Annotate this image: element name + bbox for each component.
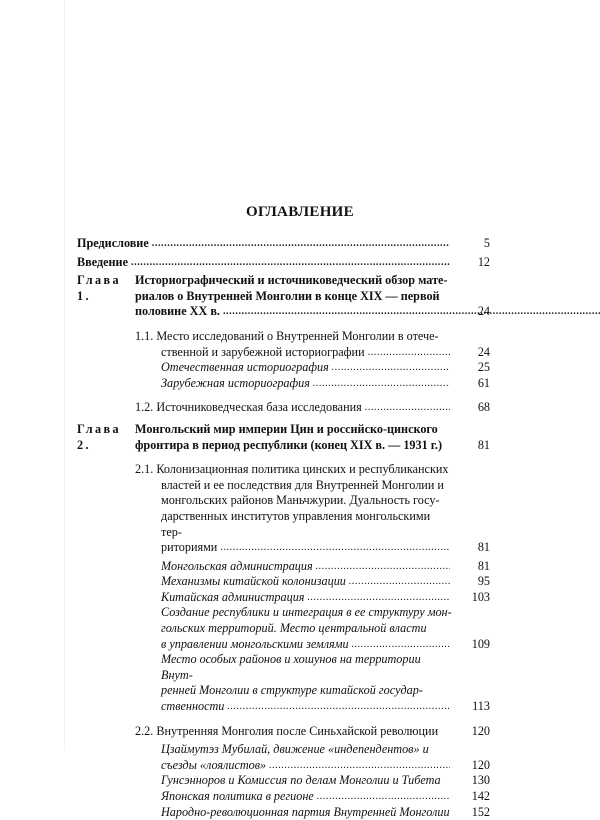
leader-dots: [223, 304, 600, 320]
section-title-line: дарственных институтов управления монгольскими тер-: [161, 508, 431, 539]
leader-dots: [131, 255, 450, 271]
toc-page-number: 25: [477, 360, 490, 375]
toc-entry-label: Зарубежная историография: [161, 375, 310, 390]
toc-item-gunsennorov[interactable]: [161, 773, 490, 789]
section-title-line: 1.2. Источниковедческая база исследования: [135, 400, 362, 415]
toc-item-foreign-historiography[interactable]: [161, 376, 490, 392]
section-title-line: ственной и зарубежной историографии: [161, 344, 365, 359]
toc-section-2-2[interactable]: [135, 724, 490, 740]
toc-section-1-2[interactable]: [135, 400, 490, 416]
toc-entry-label: ренней Монголии в структуре китайской государ-: [161, 683, 423, 698]
toc-page-number: 81: [477, 437, 490, 452]
page-title: ОГЛАВЛЕНИЕ: [246, 204, 354, 220]
toc-page-number: 142: [471, 789, 490, 803]
toc-page-number: 24: [477, 344, 490, 359]
toc-page-number: 120: [471, 723, 490, 738]
toc-item-special-districts[interactable]: [161, 652, 490, 714]
toc-chapter-1[interactable]: [77, 273, 490, 320]
toc-entry-label: ственности: [161, 699, 225, 714]
toc-page-number: 68: [477, 400, 490, 415]
chapter-title-line: половине XX в.: [135, 304, 220, 319]
toc-page-number: 109: [471, 636, 490, 651]
leader-dots: [349, 574, 450, 590]
toc-chapter-2[interactable]: [77, 422, 490, 453]
toc-page-number: 24: [477, 304, 490, 319]
toc-entry-label: съезды «лоялистов»: [161, 757, 267, 772]
toc-item-chinese-administration[interactable]: [161, 590, 490, 606]
toc-page-number: 152: [471, 804, 490, 819]
leader-dots: [220, 540, 450, 556]
leader-dots: [227, 699, 450, 715]
section-title-line: властей и ее последствия для Внутренней Монголии и: [161, 477, 444, 492]
table-of-contents: [77, 236, 490, 820]
toc-entry-label: гольских территорий. Место центральной власти: [161, 621, 427, 636]
toc-entry-label: в управлении монгольскими землями: [161, 636, 349, 651]
toc-entry-label: Отечественная историография: [161, 360, 329, 375]
chapter-label: Глава 2.: [77, 421, 121, 452]
section-title-line: 1.1. Место исследований о Внутренней Монголии в отече-: [135, 328, 439, 343]
chapter-title-line: фронтира в период республики (конец XIX в. — 1931 г.): [135, 437, 443, 452]
toc-item-peoples-party[interactable]: [161, 805, 490, 820]
leader-dots: [317, 789, 450, 805]
leader-dots: [307, 590, 450, 606]
section-title-line: 2.2. Внутренняя Монголия после Синьхайской революции: [135, 723, 439, 738]
leader-dots: [332, 360, 450, 376]
toc-page-number: 120: [471, 757, 490, 772]
toc-item-colonization-mechanisms[interactable]: [161, 574, 490, 590]
leader-dots: [365, 400, 450, 416]
toc-entry-label: Создание республики и интеграция в ее структуру мон-: [161, 605, 452, 620]
toc-entry-preface[interactable]: [77, 236, 490, 252]
toc-entry-label: Народно-революционная партия Внутренней Монголии: [161, 804, 450, 819]
toc-entry-label: Механизмы китайской колонизации: [161, 574, 346, 589]
toc-item-japanese-policy[interactable]: [161, 789, 490, 805]
section-title-line: монгольских районов Маньчжурии. Дуальность госу-: [161, 493, 440, 508]
toc-entry-label: Монгольская администрация: [161, 558, 313, 573]
toc-item-domestic-historiography[interactable]: [161, 360, 490, 376]
chapter-title-line: Историографический и источниковедческий обзор мате-: [135, 273, 448, 288]
toc-page-number: 12: [477, 254, 490, 269]
chapter-title-line: Монгольский мир империи Цин и российско-цинского: [135, 421, 438, 436]
leader-dots: [316, 559, 450, 575]
toc-page-number: 81: [477, 540, 490, 555]
leader-dots: [152, 236, 450, 252]
toc-entry-intro[interactable]: [77, 255, 490, 271]
toc-entry-label: Цзаймутэз Мубилай, движение «индепендентов» и: [161, 742, 429, 757]
leader-dots: [313, 376, 450, 392]
toc-section-1-1[interactable]: [135, 329, 490, 360]
toc-entry-label: Гунсэнноров и Комиссия по делам Монголии и Тибета: [161, 773, 441, 788]
page-edge-shadow: [64, 0, 65, 750]
chapter-title-line: риалов о Внутренней Монголии в конце XIX — первой: [135, 288, 440, 303]
toc-page-number: 5: [483, 236, 490, 250]
toc-item-republic-creation[interactable]: [161, 605, 490, 652]
section-title-line: риториями: [161, 540, 218, 555]
toc-entry-label: Введение: [77, 254, 128, 269]
toc-page-number: 130: [471, 773, 490, 788]
toc-page-number: 103: [471, 589, 490, 604]
toc-section-2-1[interactable]: [135, 462, 490, 556]
toc-entry-label: Предисловие: [77, 236, 149, 250]
leader-dots: [269, 758, 450, 774]
toc-page-number: 95: [477, 574, 490, 589]
toc-page-number: 81: [477, 558, 490, 573]
section-title-line: 2.1. Колонизационная политика цинских и республиканских: [135, 462, 449, 477]
toc-entry-label: Место особых районов и хошунов на территории Внут-: [161, 652, 421, 682]
toc-entry-label: Японская политика в регионе: [161, 789, 314, 803]
toc-entry-label: Китайская администрация: [161, 589, 305, 604]
leader-dots: [368, 345, 450, 361]
chapter-label: Глава 1.: [77, 273, 121, 303]
toc-page-number: 61: [477, 375, 490, 390]
toc-item-mongol-administration[interactable]: [161, 559, 490, 575]
toc-page-number: 113: [472, 699, 490, 714]
leader-dots: [352, 637, 450, 653]
toc-item-tsaimutez[interactable]: [161, 742, 490, 773]
